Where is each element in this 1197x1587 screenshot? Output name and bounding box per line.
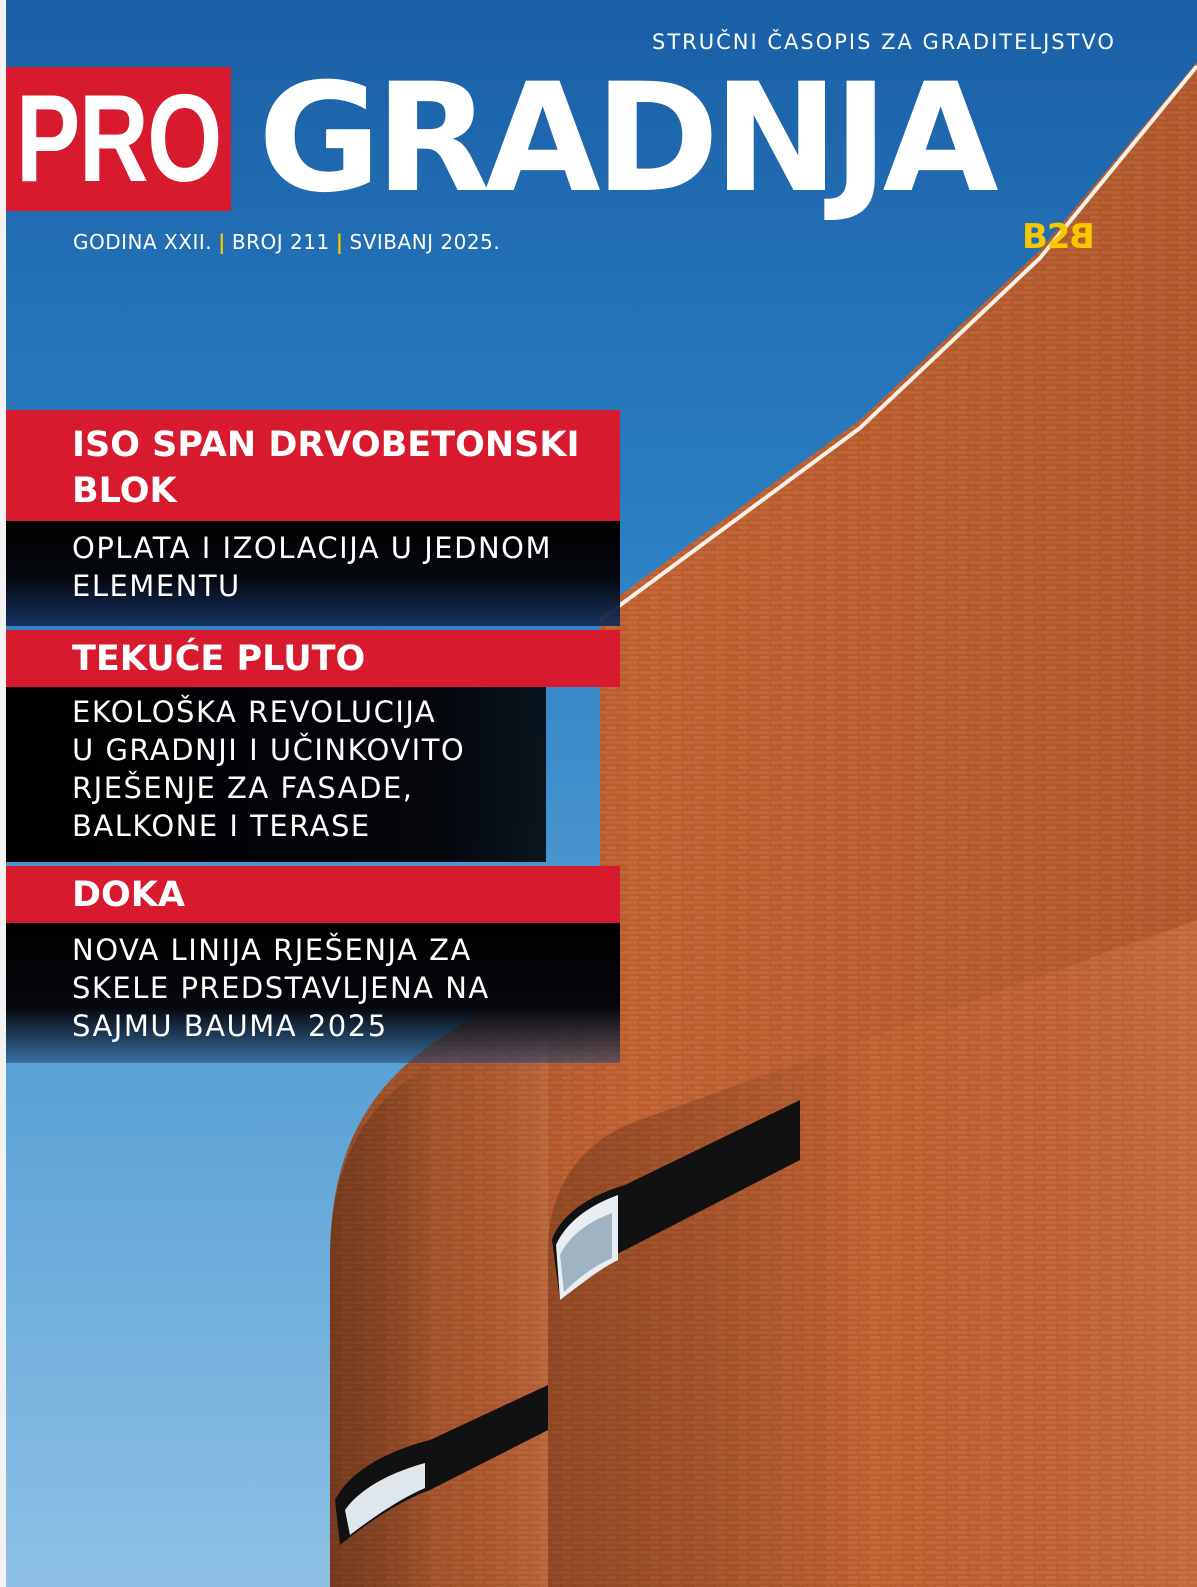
story-title-line: TEKUĆE PLUTO <box>72 639 366 679</box>
story-1-title <box>6 410 620 521</box>
story-subtitle-line: RJEŠENJE ZA FASADE, <box>72 771 414 805</box>
story-subtitle-line: EKOLOŠKA REVOLUCIJA <box>72 695 437 729</box>
story-title-line: ISO SPAN DRVOBETONSKI <box>72 425 580 465</box>
story-title-line: BLOK <box>72 471 177 511</box>
issue-number: BROJ 211 <box>231 230 330 254</box>
story-subtitle-line: OPLATA I IZOLACIJA U JEDNOM <box>72 531 553 565</box>
issue-info <box>73 230 500 254</box>
logo-gradnja: GRADNJA <box>258 52 993 226</box>
story-subtitle-line: SAJMU BAUMA 2025 <box>72 1009 388 1043</box>
logo-pro: PRO <box>16 70 221 208</box>
b2b-badge-text: B2B <box>1022 217 1095 257</box>
story-subtitle-line: U GRADNJI I UČINKOVITO <box>72 733 466 767</box>
story-subtitle-line: BALKONE I TERASE <box>72 809 371 843</box>
story-1-subtitle <box>6 521 620 626</box>
story-subtitle-line: NOVA LINIJA RJEŠENJA ZA <box>72 933 472 967</box>
issue-year: GODINA XXII. <box>73 230 213 254</box>
story-3-title <box>6 866 620 923</box>
b2b-badge <box>1022 217 1095 257</box>
magazine-tagline: STRUČNI ČASOPIS ZA GRADITELJSTVO <box>652 30 1116 54</box>
story-2-title <box>6 630 620 687</box>
logo-pro-box <box>6 67 231 211</box>
issue-separator: | <box>335 230 344 254</box>
issue-separator: | <box>218 230 226 254</box>
story-subtitle-line: SKELE PREDSTAVLJENA NA <box>72 971 490 1005</box>
story-3-subtitle <box>6 923 620 1063</box>
issue-date: SVIBANJ 2025. <box>349 230 501 254</box>
story-subtitle-line: ELEMENTU <box>72 569 241 603</box>
story-title-line: DOKA <box>72 875 186 915</box>
story-2-subtitle <box>6 687 546 862</box>
